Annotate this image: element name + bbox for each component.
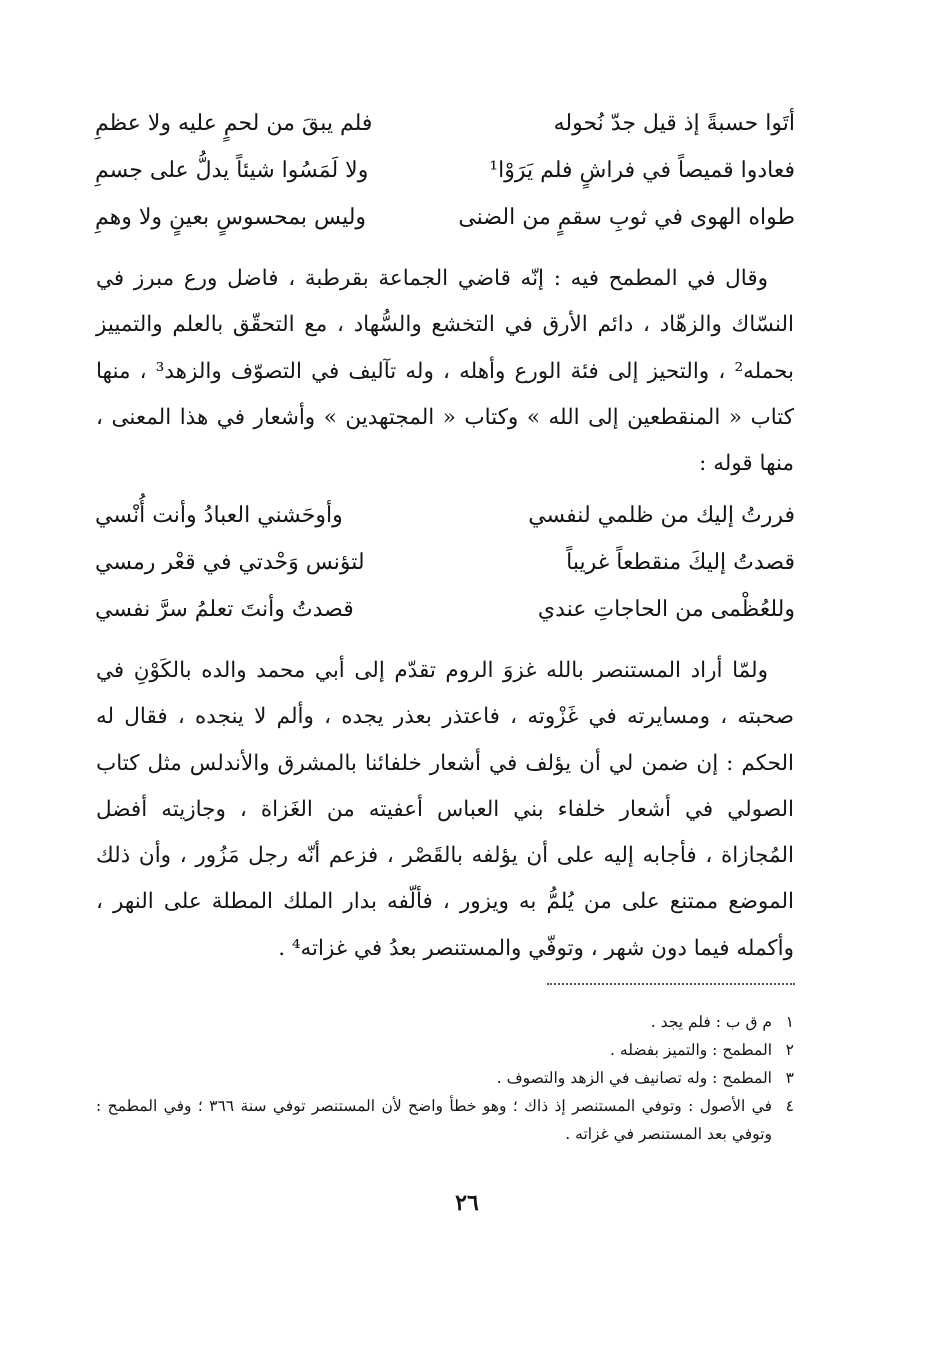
- footnote: [96, 1092, 794, 1148]
- page-number: ٢٦: [455, 1190, 479, 1216]
- first-hemistich: فعادوا قميصاً في فراشٍ فلم يَرَوْا¹: [489, 158, 795, 183]
- paragraph-1: [96, 256, 794, 487]
- verse-line: [95, 539, 795, 586]
- first-hemistich: وللعُظْمى من الحاجاتِ عندي: [537, 597, 795, 622]
- footnote-text: م ق ب : فلم يجد .: [650, 1013, 772, 1031]
- footnote: [96, 1036, 794, 1064]
- paragraph-2: [96, 648, 794, 972]
- first-hemistich: قصدتُ إليكَ منقطعاً غريباً: [566, 550, 795, 575]
- second-hemistich: وليس بمحسوسٍ بعينٍ ولا وهمِ: [95, 205, 367, 230]
- paragraph-text: ولمّا أراد المستنصر بالله غزوَ الروم تقدّم إلى أبي محمد والده بالكَوْنِ في صحبته ، ومسايرته في غَزْوته ، فاعتذر بعذر يجده ، وألم لا ينجده ، فقال له الحكم : إن ضمن لي أن يؤلف في أشعار خلفائنا بالمشرق والأندلس مثل كتاب الصولي في أشعار خلفاء بني العباس أعفيته من الغَزاة ، وجازيته أفضل المُجازاة ، فأجابه إليه على أن يؤلفه بالقَصْر ، فزعم أنّه رجل مَزُور ، وأن ذلك الموضع ممتنع على من يُلمُّ به ويزور ، فألّفه بدار الملك المطلة على النهر ، وأكمله فيما دون شهر ، وتوفّي والمستنصر بعدُ في غزاته⁴ .: [96, 658, 794, 961]
- poem-1: [95, 100, 795, 241]
- footnote: [96, 1064, 794, 1092]
- footnote-text: المطمح : والتميز بفضله .: [610, 1041, 772, 1059]
- verse-line: [95, 194, 795, 241]
- paragraph-text: وقال في المطمح فيه : إنّه قاضي الجماعة بقرطبة ، فاضل ورع مبرز في النسّاك والزهّاد ، دائم الأرق في التخشع والسُّهاد ، مع التحقّق بالعلم والتمييز بحمله² ، والتحيز إلى فئة الورع وأهله ، وله تآليف في التصوّف والزهد³ ، منها كتاب « المنقطعين إلى الله » وكتاب « المجتهدين » وأشعار في هذا المعنى ، منها قوله :: [96, 266, 794, 477]
- footnote-number: ٤: [785, 1097, 794, 1115]
- verse-line: [95, 586, 795, 633]
- first-hemistich: فررتُ إليك من ظلمي لنفسي: [528, 503, 795, 528]
- footnote: [96, 1008, 794, 1036]
- footnote-number: ٣: [785, 1069, 794, 1087]
- footnotes: [96, 1008, 794, 1148]
- verse-line: [95, 100, 795, 147]
- second-hemistich: ولا لَمَسُوا شيئاً يدلُّ على جسمِ: [95, 158, 369, 183]
- footnote-number: ١: [785, 1013, 794, 1031]
- second-hemistich: وأوحَشني العبادُ وأنت أُنْسي: [95, 503, 343, 528]
- second-hemistich: فلم يبقَ من لحمٍ عليه ولا عظمِ: [95, 111, 373, 136]
- footnote-text: المطمح : وله تصانيف في الزهد والتصوف .: [496, 1069, 772, 1087]
- first-hemistich: أتَوا حسبةً إذ قيل جدّ نُحوله: [553, 111, 795, 136]
- verse-line: [95, 492, 795, 539]
- verse-line: [95, 147, 795, 194]
- poem-2: [95, 492, 795, 633]
- footnote-number: ٢: [785, 1041, 794, 1059]
- footnote-text: في الأصول : وتوفي المستنصر إذ ذاك ؛ وهو خطأ واضح لأن المستنصر توفي سنة ٣٦٦ ؛ وفي المطمح : وتوفي بعد المستنصر في غزاته .: [96, 1097, 773, 1143]
- first-hemistich: طواه الهوى في ثوبِ سقمٍ من الضنى: [458, 205, 795, 230]
- second-hemistich: لتؤنس وَحْدتي في قعْر رمسي: [95, 550, 365, 575]
- footnote-separator: [547, 983, 795, 985]
- second-hemistich: قصدتُ وأنتَ تعلمُ سرَّ نفسي: [95, 597, 354, 622]
